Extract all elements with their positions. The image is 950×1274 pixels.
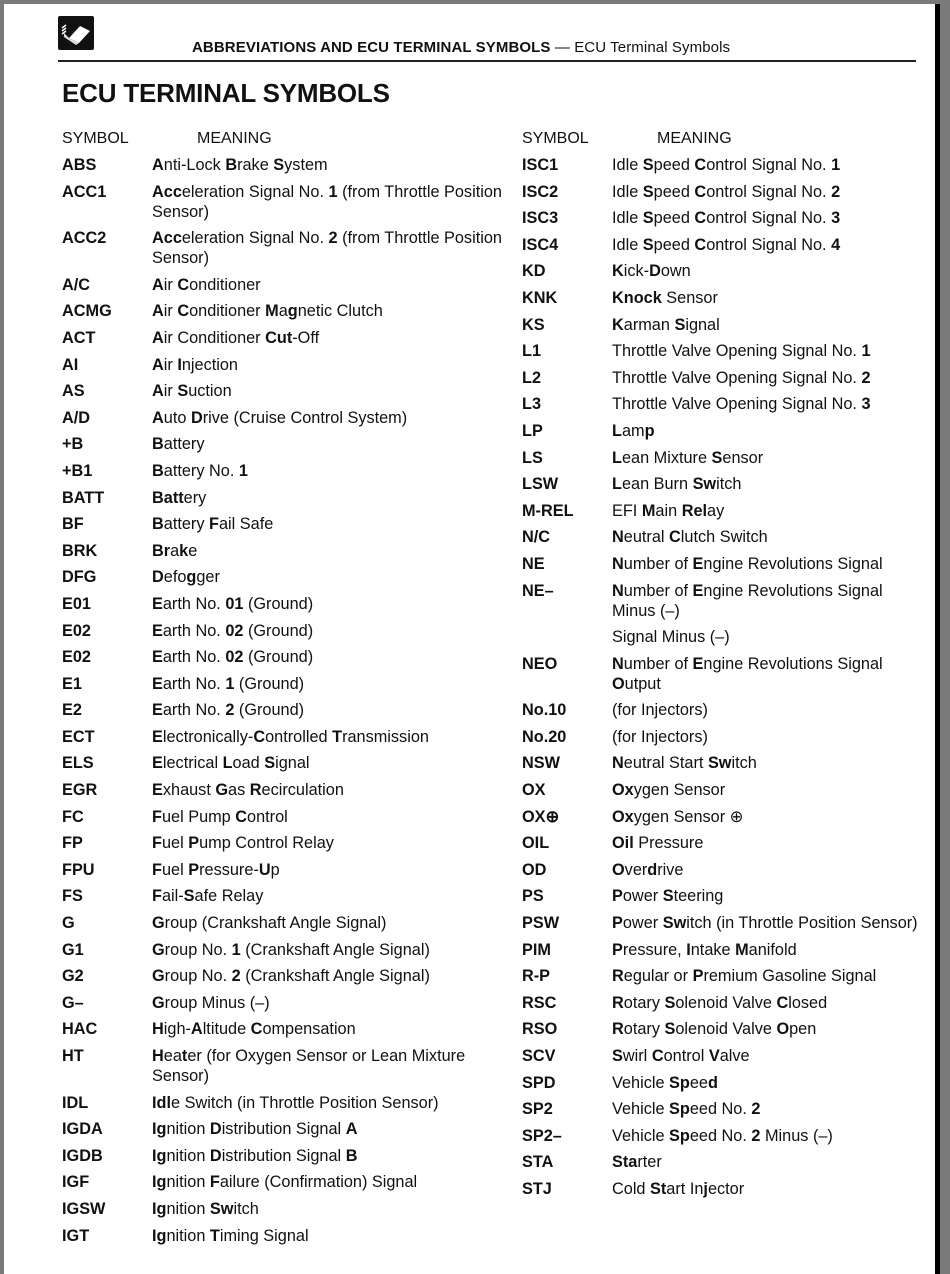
symbol-cell: No.20 [522, 727, 567, 746]
symbol-cell: NSW [522, 754, 560, 773]
table-row [522, 578, 922, 625]
symbol-cell: IGDB [62, 1146, 103, 1165]
symbol-cell: BRK [62, 541, 98, 560]
symbol-cell: ACT [62, 328, 96, 347]
symbol-cell: R-P [522, 967, 551, 986]
symbol-cell: AS [62, 382, 85, 401]
meaning-cell: (for Injectors) [612, 701, 708, 720]
symbol-cell: BF [62, 515, 84, 534]
meaning-cell: Overdrive [612, 860, 684, 879]
meaning-cell: Lean Burn Switch [612, 475, 742, 494]
meaning-cell: Earth No. 02 (Ground) [152, 648, 314, 667]
left-symbol-table [62, 126, 502, 1249]
symbol-cell: IGT [62, 1226, 90, 1245]
table-row [62, 804, 502, 831]
meaning-cell: Ignition Timing Signal [152, 1226, 309, 1245]
symbol-cell: ACC2 [62, 229, 107, 248]
symbol-cell: RSC [522, 993, 557, 1012]
table-row [62, 152, 502, 179]
meaning-cell: Ignition Failure (Confirmation) Signal [152, 1173, 418, 1192]
symbol-cell: BATT [62, 488, 105, 507]
symbol-cell: IGSW [62, 1199, 106, 1218]
table-row [62, 511, 502, 538]
table-row [62, 724, 502, 751]
meaning-cell: Acceleration Signal No. 1 (from Throttle Position Sensor) [152, 182, 502, 221]
running-head-sub: ECU Terminal Symbols [574, 39, 731, 56]
symbol-cell: L1 [522, 342, 542, 361]
meaning-cell: (for Injectors) [612, 727, 708, 746]
table-row [522, 804, 922, 831]
symbol-cell: LS [522, 448, 543, 467]
symbol-cell: G2 [62, 967, 84, 986]
symbol-cell: OIL [522, 834, 550, 853]
symbol-cell: E1 [62, 674, 82, 693]
manual-page [4, 4, 940, 1274]
meaning-cell: Group (Crankshaft Angle Signal) [152, 914, 387, 933]
table-row [522, 910, 922, 937]
table-row [62, 910, 502, 937]
meaning-cell: Idle Speed Control Signal No. 1 [612, 156, 841, 174]
table-row [522, 524, 922, 551]
symbol-cell: FP [62, 834, 83, 853]
meaning-cell: Fuel Pressure-Up [152, 860, 280, 879]
table-row [522, 990, 922, 1017]
meaning-cell: Power Steering [612, 887, 724, 906]
table-row [62, 644, 502, 671]
symbol-cell: No.10 [522, 701, 567, 720]
symbol-cell: G– [62, 993, 84, 1012]
table-row [62, 1116, 502, 1143]
table-row [522, 1070, 922, 1097]
table-row [522, 777, 922, 804]
symbol-cell: HT [62, 1047, 84, 1065]
symbol-cell: IDL [62, 1093, 89, 1112]
table-row [62, 750, 502, 777]
symbol-cell: NE– [522, 581, 554, 600]
symbol-cell: E2 [62, 701, 82, 720]
running-head-main: ABBREVIATIONS AND ECU TERMINAL SYMBOLS [192, 39, 551, 56]
meaning-cell: Defogger [152, 568, 220, 587]
symbol-column-header: SYMBOL [62, 130, 129, 147]
symbol-cell: LP [522, 421, 543, 440]
table-row [62, 179, 502, 226]
table-row [62, 963, 502, 990]
table-row [62, 405, 502, 432]
meaning-cell: Fail-Safe Relay [152, 887, 264, 906]
symbol-cell: FS [62, 887, 83, 906]
table-row [522, 445, 922, 472]
symbol-cell: ACC1 [62, 182, 107, 201]
meaning-cell: Group No. 2 (Crankshaft Angle Signal) [152, 967, 430, 986]
symbol-cell: NE [522, 554, 545, 573]
meaning-cell: Neutral Start Switch [612, 754, 757, 773]
table-row [62, 883, 502, 910]
symbol-cell: ISC4 [522, 235, 559, 254]
symbol-cell: IGF [62, 1173, 90, 1192]
table-row [522, 391, 922, 418]
table-row [62, 485, 502, 512]
meaning-cell: Rotary Solenoid Valve Closed [612, 993, 828, 1012]
meaning-cell: Group No. 1 (Crankshaft Angle Signal) [152, 940, 430, 959]
symbol-cell: OD [522, 860, 547, 879]
table-row [62, 671, 502, 698]
symbol-cell: ISC3 [522, 209, 559, 228]
symbol-cell: ECT [62, 727, 95, 746]
table-row [522, 651, 922, 698]
symbol-cell: EGR [62, 781, 98, 800]
table-row [62, 1196, 502, 1223]
meaning-cell: Lean Mixture Sensor [612, 448, 764, 467]
meaning-cell: Idle Speed Control Signal No. 2 [612, 182, 841, 201]
table-row [522, 1016, 922, 1043]
table-row [62, 1143, 502, 1170]
symbol-cell: AI [62, 355, 79, 374]
symbol-cell: N/C [522, 528, 551, 547]
meaning-cell: Signal Minus (–) [612, 628, 730, 647]
meaning-cell: Vehicle Speed No. 2 Minus (–) [612, 1126, 833, 1145]
meaning-cell: EFI Main Relay [612, 501, 725, 520]
meaning-cell: Battery No. 1 [152, 461, 248, 480]
meaning-cell: Earth No. 2 (Ground) [152, 701, 305, 720]
table-row [522, 471, 922, 498]
meaning-cell: Earth No. 01 (Ground) [152, 594, 314, 613]
left-rows [62, 152, 502, 1249]
table-row [62, 1043, 502, 1090]
table-row [62, 777, 502, 804]
meaning-cell: Battery [152, 488, 207, 507]
meaning-column-header: MEANING [197, 130, 272, 147]
meaning-cell: Throttle Valve Opening Signal No. 2 [612, 368, 871, 387]
symbol-cell: A/C [62, 275, 91, 294]
meaning-cell: Idle Speed Control Signal No. 3 [612, 209, 841, 228]
symbol-cell: KNK [522, 288, 558, 307]
symbol-cell: PIM [522, 940, 551, 959]
section-title: ECU TERMINAL SYMBOLS [62, 78, 390, 108]
meaning-cell: High-Altitude Compensation [152, 1020, 356, 1039]
meaning-cell: Number of Engine Revolutions Signal [612, 554, 883, 573]
meaning-cell: Electrical Load Signal [152, 754, 310, 773]
meaning-cell: Lamp [612, 421, 655, 440]
table-row [522, 338, 922, 365]
table-row [522, 179, 922, 206]
table-row [522, 1123, 922, 1150]
symbol-cell: PS [522, 887, 544, 906]
meaning-cell: Karman Signal [612, 315, 720, 334]
table-row [62, 298, 502, 325]
symbol-cell: G1 [62, 940, 84, 959]
meaning-cell: Number of Engine Revolutions Signal Output [612, 654, 883, 693]
meaning-cell: Exhaust Gas Recirculation [152, 781, 344, 800]
table-row [62, 697, 502, 724]
table-row [522, 883, 922, 910]
table-row [62, 857, 502, 884]
meaning-cell: Earth No. 1 (Ground) [152, 674, 305, 693]
table-row [62, 431, 502, 458]
meaning-cell: Battery Fail Safe [152, 515, 274, 534]
meaning-cell: Idle Switch (in Throttle Position Sensor) [152, 1093, 439, 1112]
table-row [62, 538, 502, 565]
symbol-cell: E01 [62, 594, 91, 613]
symbol-cell: DFG [62, 568, 97, 587]
symbol-cell: +B [62, 435, 84, 454]
table-row [62, 378, 502, 405]
symbol-cell: SP2 [522, 1100, 553, 1119]
meaning-cell: Air Injection [152, 355, 238, 374]
meaning-cell: Vehicle Speed No. 2 [612, 1100, 761, 1119]
meaning-cell: Ignition Switch [152, 1199, 259, 1218]
table-row [522, 963, 922, 990]
symbol-cell: RSO [522, 1020, 558, 1039]
symbol-cell: A/D [62, 408, 91, 427]
symbol-cell: STA [522, 1153, 554, 1172]
meaning-cell: Number of Engine Revolutions Signal Minus (–) [612, 581, 883, 620]
table-row [522, 312, 922, 339]
symbol-cell: FC [62, 807, 84, 826]
meaning-cell: Swirl Control Valve [612, 1047, 750, 1065]
table-row [522, 697, 922, 724]
table-row [522, 830, 922, 857]
table-row [522, 365, 922, 392]
meaning-cell: Cold Start Injector [612, 1179, 745, 1198]
table-row [522, 1096, 922, 1123]
symbol-cell: ABS [62, 156, 97, 174]
meaning-cell: Oxygen Sensor [612, 781, 726, 800]
meaning-cell: Air Conditioner [152, 275, 261, 294]
symbol-cell: ELS [62, 754, 94, 773]
table-row [522, 750, 922, 777]
table-row [62, 591, 502, 618]
table-row [522, 624, 922, 651]
symbol-cell: NEO [522, 654, 558, 673]
table-row [522, 498, 922, 525]
table-row [62, 325, 502, 352]
header-divider [58, 60, 916, 62]
symbol-cell: KD [522, 262, 546, 281]
meaning-cell: Vehicle Speed [612, 1073, 718, 1092]
symbol-cell: OX [522, 781, 546, 800]
symbol-cell: STJ [522, 1179, 552, 1198]
meaning-cell: Fuel Pump Control [152, 807, 288, 826]
meaning-cell: Rotary Solenoid Valve Open [612, 1020, 817, 1039]
symbol-cell: G [62, 914, 75, 933]
meaning-cell: Regular or Premium Gasoline Signal [612, 967, 877, 986]
table-row [522, 551, 922, 578]
meaning-cell: Knock Sensor [612, 288, 718, 307]
meaning-cell: Acceleration Signal No. 2 (from Throttle Position Sensor) [152, 229, 502, 268]
symbol-cell: L2 [522, 368, 542, 387]
meaning-cell: Power Switch (in Throttle Position Sensor) [612, 914, 918, 933]
meaning-cell: Neutral Clutch Switch [612, 528, 768, 547]
table-row [62, 1090, 502, 1117]
meaning-cell: Ignition Distribution Signal B [152, 1146, 358, 1165]
table-row [62, 225, 502, 272]
meaning-cell: Anti-Lock Brake System [152, 156, 328, 174]
meaning-cell: Battery [152, 435, 205, 454]
right-column-headers [522, 126, 922, 152]
symbol-cell: M-REL [522, 501, 574, 520]
table-row [522, 232, 922, 259]
running-head-separator: — [550, 39, 575, 56]
table-row [62, 830, 502, 857]
table-row [62, 352, 502, 379]
table-row [62, 564, 502, 591]
symbol-cell: FPU [62, 860, 95, 879]
table-row [522, 152, 922, 179]
meaning-cell: Fuel Pump Control Relay [152, 834, 334, 853]
meaning-cell: Group Minus (–) [152, 993, 270, 1012]
meaning-cell: Electronically-Controlled Transmission [152, 727, 429, 746]
left-column-headers [62, 126, 502, 152]
book-icon [58, 16, 94, 50]
symbol-cell: OX⊕ [522, 807, 560, 826]
meaning-cell: Ignition Distribution Signal A [152, 1120, 358, 1139]
table-row [62, 1016, 502, 1043]
table-row [62, 458, 502, 485]
table-row [522, 937, 922, 964]
table-row [522, 724, 922, 751]
table-row [522, 1149, 922, 1176]
meaning-cell: Auto Drive (Cruise Control System) [152, 408, 408, 427]
table-row [522, 1176, 922, 1203]
running-head [192, 39, 730, 56]
table-row [522, 258, 922, 285]
meaning-cell: Throttle Valve Opening Signal No. 3 [612, 395, 871, 414]
meaning-cell: Air Conditioner Cut-Off [152, 328, 320, 347]
symbol-cell: ISC1 [522, 156, 559, 174]
meaning-cell: Air Conditioner Magnetic Clutch [152, 302, 383, 321]
table-row [522, 285, 922, 312]
meaning-cell: Pressure, Intake Manifold [612, 940, 797, 959]
meaning-cell: Heater (for Oxygen Sensor or Lean Mixture Sensor) [152, 1047, 466, 1085]
meaning-column-header: MEANING [657, 130, 732, 147]
symbol-cell: SPD [522, 1073, 556, 1092]
symbol-cell: L3 [522, 395, 542, 414]
right-symbol-table [522, 126, 922, 1203]
meaning-cell: Kick-Down [612, 262, 691, 281]
symbol-cell: SCV [522, 1047, 556, 1065]
meaning-cell: Oxygen Sensor ⊕ [612, 807, 744, 826]
table-row [62, 1169, 502, 1196]
meaning-cell: Earth No. 02 (Ground) [152, 621, 314, 640]
table-row [522, 418, 922, 445]
symbol-column-header: SYMBOL [522, 130, 589, 147]
meaning-cell: Throttle Valve Opening Signal No. 1 [612, 342, 871, 361]
meaning-cell: Starter [612, 1153, 662, 1172]
symbol-cell: E02 [62, 621, 91, 640]
symbol-cell: ACMG [62, 302, 112, 321]
symbol-cell: PSW [522, 914, 560, 933]
table-row [62, 1223, 502, 1250]
meaning-cell: Idle Speed Control Signal No. 4 [612, 235, 841, 254]
meaning-cell: Brake [152, 541, 198, 560]
table-row [62, 937, 502, 964]
table-row [522, 205, 922, 232]
symbol-cell: KS [522, 315, 545, 334]
symbol-cell: IGDA [62, 1120, 103, 1139]
symbol-cell: ISC2 [522, 182, 559, 201]
right-rows [522, 152, 922, 1203]
symbol-cell: LSW [522, 475, 559, 494]
table-row [62, 272, 502, 299]
meaning-cell: Air Suction [152, 382, 232, 401]
table-row [62, 618, 502, 645]
symbol-cell: SP2– [522, 1126, 562, 1145]
table-row [522, 1043, 922, 1070]
table-row [62, 990, 502, 1017]
meaning-cell: Oil Pressure [612, 834, 704, 853]
symbol-cell: +B1 [62, 461, 93, 480]
symbol-cell: HAC [62, 1020, 98, 1039]
symbol-cell: E02 [62, 648, 91, 667]
table-row [522, 857, 922, 884]
